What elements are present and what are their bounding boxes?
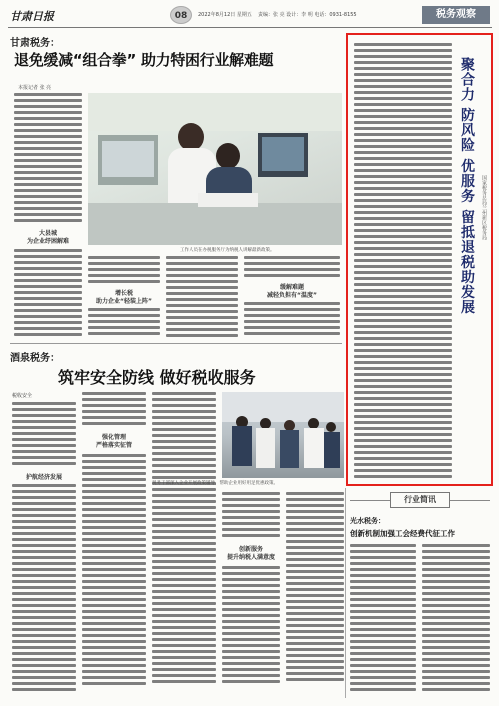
briefs-header-label: 行业简讯 bbox=[404, 495, 436, 504]
subhead: 缓解难题 bbox=[279, 284, 304, 291]
article1-kicker: 甘肃税务： bbox=[10, 38, 60, 49]
article2-photo-caption: 税务干部深入企业开展政策辅导，帮助企业用好用足优惠政策。 bbox=[152, 481, 278, 486]
subhead: 为企业纾困解难 bbox=[26, 238, 69, 245]
section-label: 税务观察 bbox=[436, 9, 476, 20]
article2-kicker: 酒泉税务： bbox=[10, 353, 60, 364]
section-badge bbox=[422, 6, 490, 24]
article2-column-4 bbox=[222, 492, 280, 692]
page-number-badge bbox=[170, 6, 192, 24]
briefs-column-1 bbox=[350, 544, 416, 696]
briefs-column-2 bbox=[422, 544, 490, 696]
article2-title: 筑牢安全防线 做好税收服务 bbox=[58, 368, 256, 387]
contact-line: 责编：张 亮 设计：李 明 电话：0931-8155 bbox=[258, 12, 357, 18]
article1-column-3 bbox=[166, 256, 238, 338]
article1-column-1 bbox=[14, 93, 82, 338]
article1-byline: 本报记者 张 亮 bbox=[18, 85, 52, 91]
page-number: 08 bbox=[174, 11, 188, 21]
briefs-header bbox=[350, 492, 490, 508]
masthead bbox=[10, 8, 490, 24]
briefs-title: 创新机制加强工会经费代征工作 bbox=[350, 529, 455, 538]
subhead: 大县城 bbox=[38, 230, 57, 237]
subhead: 严格落实征管 bbox=[95, 442, 132, 449]
subhead: 护航经济发展 bbox=[25, 474, 62, 481]
sidebar-feature bbox=[346, 33, 493, 486]
masthead-name: 甘肃日报 bbox=[10, 10, 54, 23]
article2-column-2 bbox=[82, 392, 146, 692]
article1-end-rule bbox=[10, 343, 342, 344]
article2-column-1 bbox=[12, 392, 76, 692]
subhead: 创新服务 bbox=[238, 546, 263, 553]
subhead: 强化管理 bbox=[101, 434, 126, 441]
article1-column-4 bbox=[244, 256, 340, 338]
sidebar-title: 聚合力 防风险 优服务 留抵退税助发展 bbox=[459, 57, 475, 315]
subhead: 助力企业“轻装上阵” bbox=[96, 298, 152, 305]
briefs-header-tag bbox=[390, 492, 450, 508]
article1-photo-caption: 工作人员在办税服务厅为纳税人讲解最新政策。 bbox=[180, 248, 275, 253]
date-line: 2022年8月12日 星期五 bbox=[198, 12, 252, 18]
article2-column-5 bbox=[286, 492, 344, 692]
subhead: 减轻负担有“温度” bbox=[267, 292, 317, 299]
column-rule bbox=[345, 488, 346, 698]
article1-photo bbox=[88, 93, 342, 245]
article2-photo bbox=[222, 392, 344, 478]
subhead: 增长税 bbox=[114, 290, 133, 297]
article2-column1-heading: 税收安全 bbox=[12, 393, 33, 399]
masthead-rule bbox=[8, 27, 492, 28]
sidebar-intro-body bbox=[354, 43, 452, 483]
sidebar-small-head: 国家税务总局兰州新区税务局 bbox=[481, 175, 487, 240]
article1-column-2 bbox=[88, 256, 160, 338]
article1-title: 退免缓减“组合拳” 助力特困行业解难题 bbox=[14, 51, 274, 69]
subhead: 提升纳税人满意度 bbox=[226, 554, 275, 561]
briefs-kicker: 光水税务： bbox=[350, 517, 385, 525]
article2-column-3 bbox=[152, 392, 216, 692]
